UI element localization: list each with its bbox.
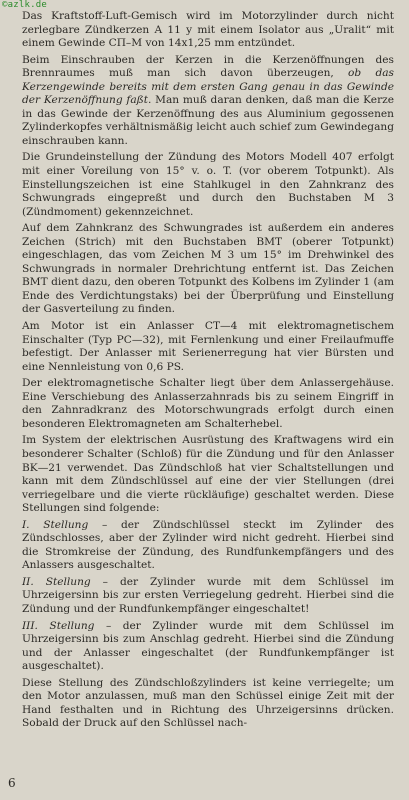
paragraph: [22, 377, 394, 431]
paragraph: [22, 576, 394, 617]
paragraph: [22, 434, 394, 515]
text-run: – der Zylinder wurde mit dem Schlüssel im Uhrzeigersinn bis zur ersten Verriegelung gedreht. Hierbei sind die Zündung und der Rundfunkempfänger eingeschaltet!: [22, 575, 394, 615]
italic-text: II. Stellung: [22, 575, 91, 588]
text-run: Das Kraftstoff-Luft-Gemisch wird im Motorzylinder durch nicht zerlegbare Zündkerzen A 11 y mit einem Isolator aus „Uralit“ mit einem Gewinde CП–M von 14x1,25 mm entzündet.: [22, 10, 394, 50]
text-run: Die Grundeinstellung der Zündung des Motors Modell 407 erfolgt mit einer Voreilung von 15° v. o. T. (vor oberem Totpunkt). Als Einstellungszeichen ist eine Stahlkugel in den Zahnkranz des Schwungrads eingepreßt und durch den Buchstaben M 3 (Zündmoment) gekennzeichnet.: [22, 151, 394, 218]
text-run: – der Zylinder wurde mit dem Schlüssel im Uhrzeigersinn bis zum Anschlag gedreht. Hierbei sind die Zündung und der Anlasser eingeschaltet (der Rundfunkempfänger ist ausgeschaltet).: [22, 619, 394, 673]
text-run: Der elektromagnetische Schalter liegt über dem Anlassergehäuse. Eine Verschiebung des Anlasserzahnrads bis zu seinem Eingriff in den Zahnradkranz des Motorschwungrads erfolgt durch einen besonderen Elektromagneten am Schalterhebel.: [22, 377, 394, 430]
text-run: Beim Einschrauben der Kerzen in die Kerzenöffnungen des Brennraumes muß man sich davon überzeugen,: [22, 53, 394, 80]
document-body: [22, 10, 394, 734]
paragraph: [22, 54, 394, 149]
watermark: ©azlk.de: [2, 0, 47, 10]
paragraph: [22, 519, 394, 573]
page-number: 6: [8, 776, 16, 790]
paragraph: [22, 320, 394, 374]
text-run: Im System der elektrischen Ausrüstung des Kraftwagens wird ein besonderer Schalter (Schloß) für die Zündung und für den Anlasser BK—21 verwendet. Das Zündschloß hat vier Schaltstellungen und kann mit dem Zündschlüssel auf eine der vier Stellungen (drei verriegelbare und die vierte rückläufige) geschaltet werden. Diese Stellungen sind folgende:: [22, 434, 394, 515]
paragraph: [22, 10, 394, 51]
paragraph: [22, 620, 394, 674]
text-run: Man muß daran denken, daß man die Kerze in das Gewinde der Kerzenöffnung des aus Aluminium gegossenen Zylinderkopfes verhältnismäßig leicht auch schief zum Gewindegang einschrauben kann.: [22, 94, 394, 147]
italic-text: I. Stellung: [22, 518, 89, 531]
text-run: Am Motor ist ein Anlasser CT—4 mit elektromagnetischem Einschalter (Typ PC—32), mit Fernlenkung und einer Freilaufmuffe befestigt. Der Anlasser mit Serienerregung hat vier Bürsten und eine Nennleistung von 0,6 PS.: [22, 320, 394, 373]
italic-text: ob das Kerzengewinde bereits mit dem ersten Gang genau in das Gewinde der Kerzenöffnung faßt.: [22, 67, 394, 107]
text-run: – der Zündschlüssel steckt im Zylinder des Zündschlosses, aber der Zylinder wird nicht gedreht. Hierbei sind die Stromkreise der Zündung, des Rundfunkempfängers und des Anlassers ausgeschaltet.: [22, 518, 394, 572]
paragraph: [22, 151, 394, 219]
paragraph: [22, 222, 394, 317]
italic-text: III. Stellung: [22, 619, 95, 632]
text-run: Auf dem Zahnkranz des Schwungrades ist außerdem ein anderes Zeichen (Strich) mit den Buchstaben BMT (oberer Totpunkt) eingeschlagen, das vom Zeichen M 3 um 15° im Drehwinkel des Schwungrads in normaler Drehrichtung entfernt ist. Das Zeichen BMT dient dazu, den oberen Totpunkt des Kolbens im Zylinder 1 (am Ende des Verdichtungstaks) bei der Überprüfung und Einstellung der Gasverteilung zu finden.: [22, 222, 394, 316]
paragraph: [22, 677, 394, 731]
text-run: Diese Stellung des Zündschloßzylinders ist keine verriegelte; um den Motor anzulassen, muß man den Schüssel einige Zeit mit der Hand festhalten und in Richtung des Uhrzeigersinns drücken. Sobald der Druck auf den Schlüssel nach-: [22, 676, 394, 730]
